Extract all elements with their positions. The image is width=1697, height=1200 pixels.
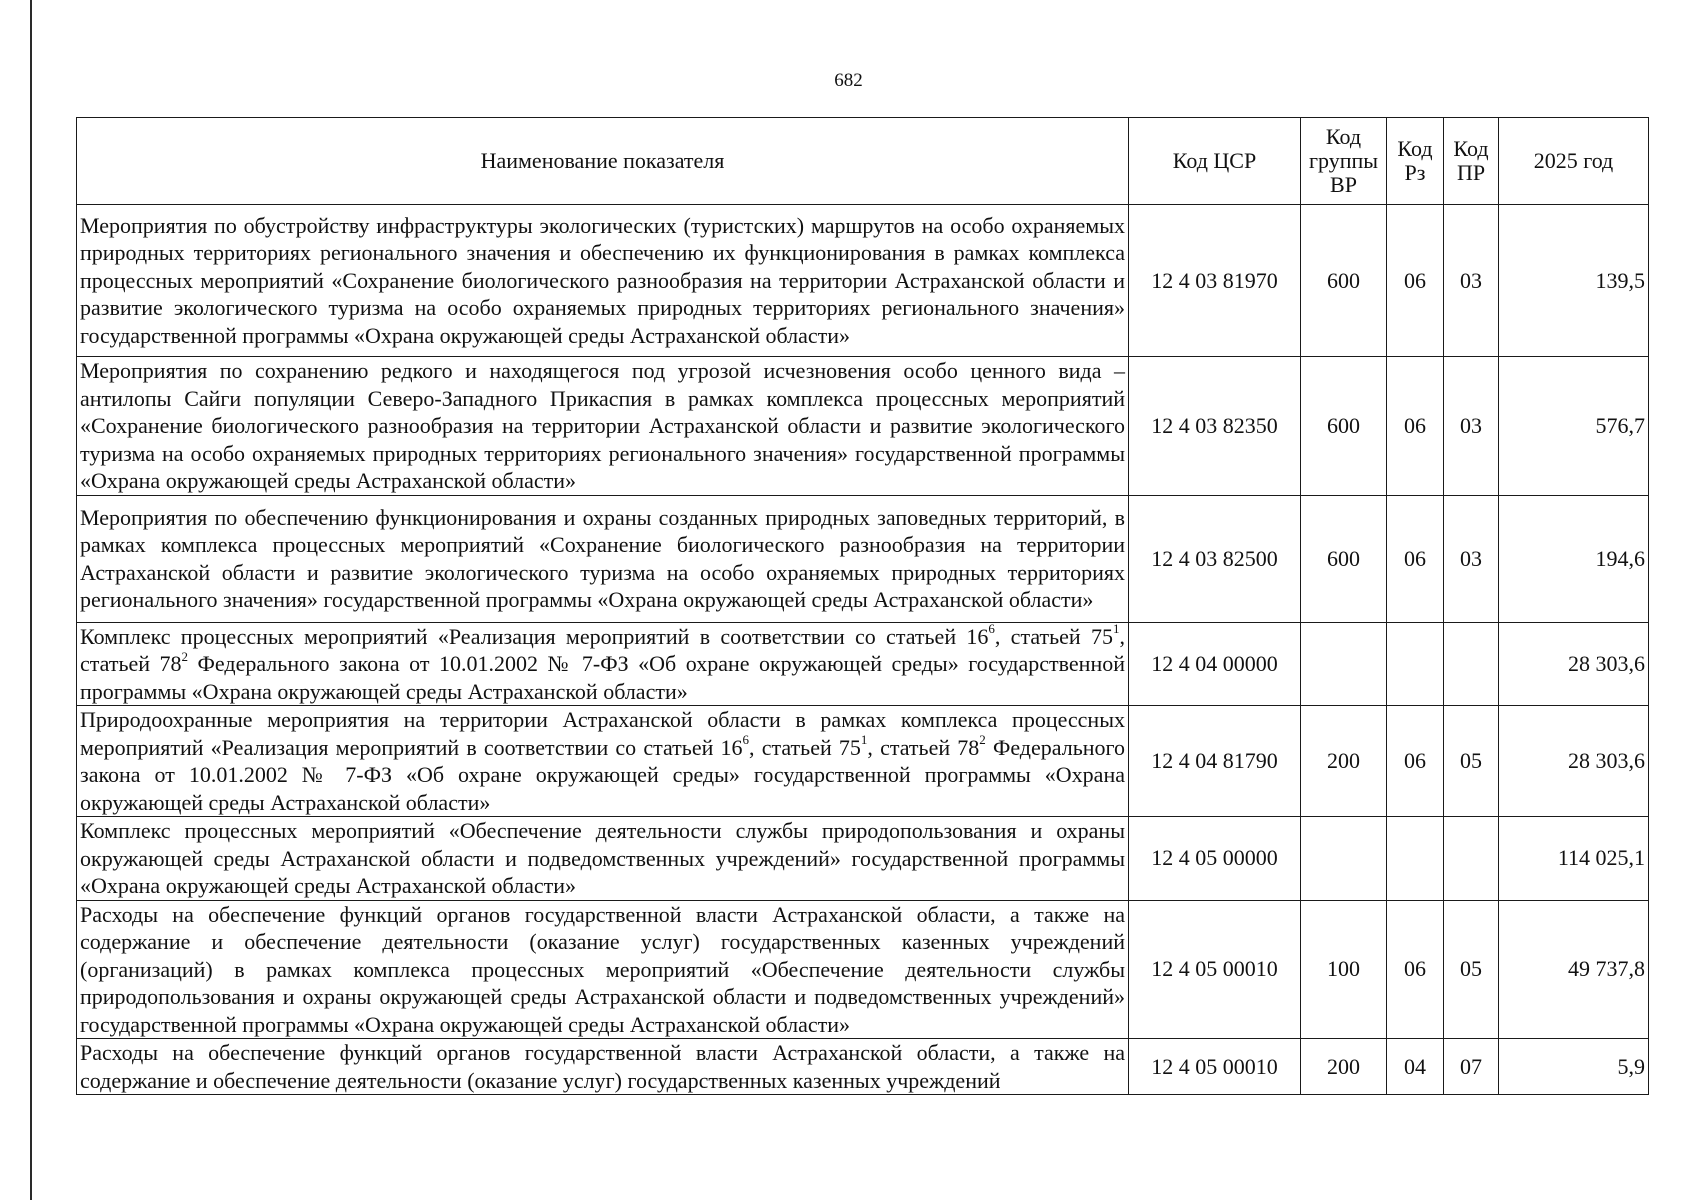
- row-pr: [1444, 622, 1499, 706]
- row-pr: [1444, 817, 1499, 901]
- table-row: [77, 205, 1649, 357]
- header-pr-line2: ПР: [1456, 160, 1486, 185]
- row-csr: 12 4 05 00000: [1129, 817, 1301, 901]
- row-sum: 28 303,6: [1499, 622, 1649, 706]
- row-vr: 200: [1301, 706, 1387, 817]
- header-vr-line1: Код: [1325, 124, 1362, 149]
- header-vr-line3: ВР: [1330, 172, 1357, 197]
- row-name-text: Природоохранные мероприятия на территории Астраханской области в рамках комплекса процессных мероприятий «Реализация мероприятий в соответствии со статьей 16: [80, 707, 1125, 760]
- header-year: 2025 год: [1499, 118, 1649, 205]
- row-pr: 07: [1444, 1039, 1499, 1095]
- row-pr: 05: [1444, 900, 1499, 1039]
- row-vr: 600: [1301, 205, 1387, 357]
- header-vr-line2: группы: [1308, 148, 1379, 173]
- row-sum: 139,5: [1499, 205, 1649, 357]
- row-name-sup: 1: [1113, 621, 1120, 637]
- row-csr: 12 4 04 00000: [1129, 622, 1301, 706]
- row-sum: 114 025,1: [1499, 817, 1649, 901]
- row-pr: 03: [1444, 495, 1499, 622]
- row-name-sup: 2: [181, 648, 189, 664]
- page-number: 682: [834, 70, 863, 91]
- row-rz: 04: [1387, 1039, 1444, 1095]
- row-name-text: Федерального закона от 10.01.2002 № 7-ФЗ «Об охране окружающей среды» государственной программы «Охрана окружающей среды Астраханской области»: [80, 651, 1125, 704]
- row-name-sup: 2: [979, 732, 986, 748]
- row-name: [77, 706, 1129, 817]
- table-row: [77, 817, 1649, 901]
- row-rz: 06: [1387, 495, 1444, 622]
- row-name-text: Комплекс процессных мероприятий «Реализация мероприятий в соответствии со статьей 16: [80, 623, 989, 649]
- row-rz: 06: [1387, 706, 1444, 817]
- row-csr: 12 4 03 81970: [1129, 205, 1301, 357]
- header-pr-line1: Код: [1453, 136, 1489, 161]
- row-name-text: , статьей 78: [80, 623, 1125, 676]
- header-rz-line2: Рз: [1404, 160, 1426, 185]
- row-name-sup: 6: [988, 621, 995, 637]
- row-sum: 49 737,8: [1499, 900, 1649, 1039]
- row-vr: 100: [1301, 900, 1387, 1039]
- row-name: Расходы на обеспечение функций органов государственной власти Астраханской области, а также на содержание и обеспечение деятельности (оказание услуг) государственных казенных учреждений (организаций) в рамках комплекса процессных мероприятий «Обеспечение деятельности службы природопользования и охраны окружающей среды Астраханской области и подведомственных учреждений» государственной программы «Охрана окружающей среды Астраханской области»: [77, 900, 1129, 1039]
- header-pr: [1444, 118, 1499, 205]
- row-rz: 06: [1387, 205, 1444, 357]
- row-name: Расходы на обеспечение функций органов государственной власти Астраханской области, а также на содержание и обеспечение деятельности (оказание услуг) государственных казенных учреждений: [77, 1039, 1129, 1095]
- row-vr: 200: [1301, 1039, 1387, 1095]
- row-pr: 03: [1444, 357, 1499, 496]
- table-row: [77, 622, 1649, 706]
- row-sum: 5,9: [1499, 1039, 1649, 1095]
- row-pr: 03: [1444, 205, 1499, 357]
- row-csr: 12 4 05 00010: [1129, 900, 1301, 1039]
- row-name: Мероприятия по обустройству инфраструктуры экологических (туристских) маршрутов на особо охраняемых природных территориях регионального значения и обеспечению их функционирования в рамках комплекса процессных мероприятий «Сохранение биологического разнообразия на территории Астраханской области и развитие экологического туризма на особо охраняемых природных территориях регионального значения» государственной программы «Охрана окружающей среды Астраханской области»: [77, 205, 1129, 357]
- row-csr: 12 4 03 82500: [1129, 495, 1301, 622]
- scan-edge-line: [30, 0, 32, 1200]
- row-name: Комплекс процессных мероприятий «Обеспечение деятельности службы природопользования и охраны окружающей среды Астраханской области и подведомственных учреждений» государственной программы «Охрана окружающей среды Астраханской области»: [77, 817, 1129, 901]
- table-row: [77, 1039, 1649, 1095]
- header-name: Наименование показателя: [77, 118, 1129, 205]
- row-sum: 28 303,6: [1499, 706, 1649, 817]
- budget-table: [76, 117, 1649, 1095]
- row-vr: [1301, 622, 1387, 706]
- table-row: [77, 495, 1649, 622]
- row-csr: 12 4 04 81790: [1129, 706, 1301, 817]
- header-row: [77, 118, 1649, 205]
- row-rz: [1387, 622, 1444, 706]
- row-pr: 05: [1444, 706, 1499, 817]
- row-rz: [1387, 817, 1444, 901]
- row-csr: 12 4 03 82350: [1129, 357, 1301, 496]
- header-vr: [1301, 118, 1387, 205]
- row-name-sup: 6: [742, 732, 750, 748]
- row-name-text: , статьей 78: [867, 734, 980, 760]
- row-name-text: , статьей 75: [749, 734, 861, 760]
- header-csr: Код ЦСР: [1129, 118, 1301, 205]
- table-row: [77, 900, 1649, 1039]
- row-name: Мероприятия по обеспечению функционирования и охраны созданных природных заповедных территорий, в рамках комплекса процессных мероприятий «Сохранение биологического разнообразия на территории Астраханской области и развитие экологического туризма на особо охраняемых природных территориях регионального значения» государственной программы «Охрана окружающей среды Астраханской области»: [77, 495, 1129, 622]
- row-vr: [1301, 817, 1387, 901]
- row-name-text: , статьей 75: [994, 623, 1113, 649]
- row-sum: 194,6: [1499, 495, 1649, 622]
- table-row: [77, 357, 1649, 496]
- row-rz: 06: [1387, 357, 1444, 496]
- row-vr: 600: [1301, 495, 1387, 622]
- row-name-text: Федерального закона от 10.01.2002 № 7-ФЗ «Об охране окружающей среды» государственной программы «Охрана окружающей среды Астраханской области»: [80, 734, 1125, 815]
- table-row: [77, 706, 1649, 817]
- row-vr: 600: [1301, 357, 1387, 496]
- row-sum: 576,7: [1499, 357, 1649, 496]
- row-name: [77, 622, 1129, 706]
- row-rz: 06: [1387, 900, 1444, 1039]
- row-name: Мероприятия по сохранению редкого и находящегося под угрозой исчезновения особо ценного вида – антилопы Сайги популяции Северо-Западного Прикаспия в рамках комплекса процессных мероприятий «Сохранение биологического разнообразия на территории Астраханской области и развитие экологического туризма на особо охраняемых природных территориях регионального значения» государственной программы «Охрана окружающей среды Астраханской области»: [77, 357, 1129, 496]
- header-rz: [1387, 118, 1444, 205]
- header-rz-line1: Код: [1397, 136, 1433, 161]
- row-csr: 12 4 05 00010: [1129, 1039, 1301, 1095]
- row-name-sup: 1: [860, 732, 868, 748]
